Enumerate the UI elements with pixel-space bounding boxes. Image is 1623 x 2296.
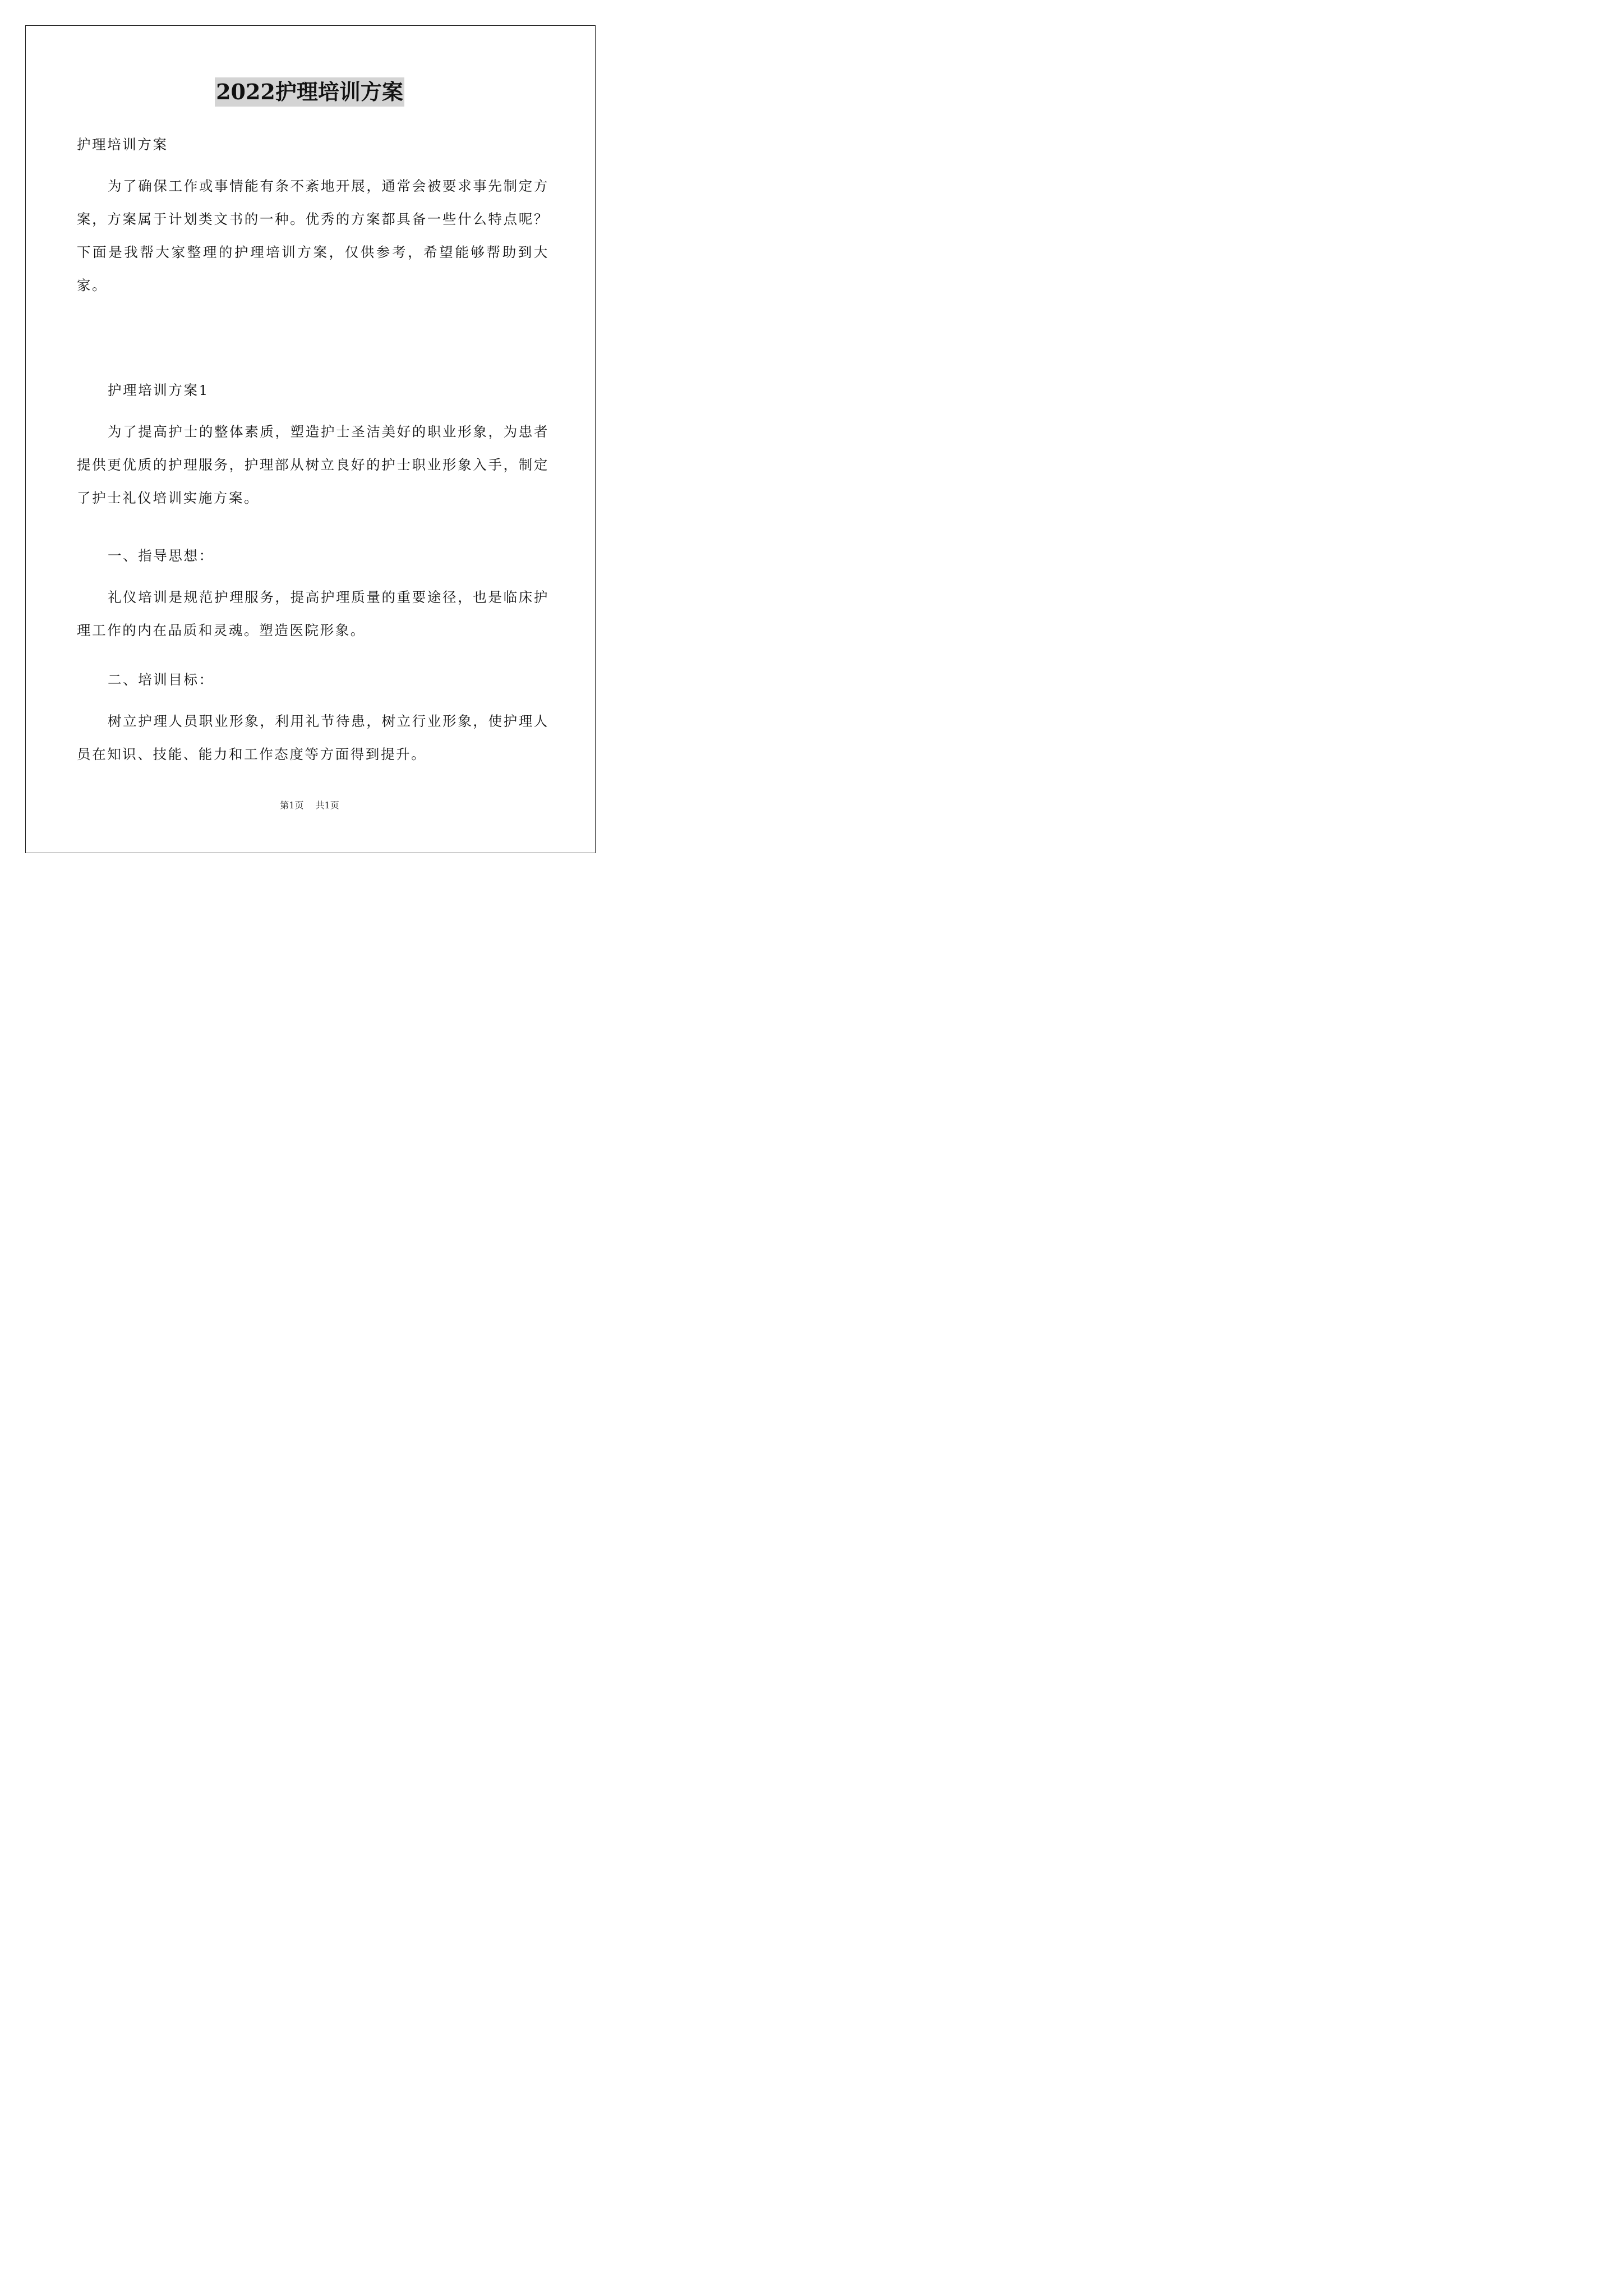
footer-page-number: 第1页 bbox=[280, 800, 304, 811]
heading-guiding-ideology: 一、指导思想： bbox=[108, 547, 214, 564]
training-goals-paragraph: 树立护理人员职业形象，利用礼节待患，树立行业形象，使护理人员在知识、技能、能力和工作态度等方面得到提升。 bbox=[77, 713, 549, 762]
plan-1-paragraph: 为了提高护士的整体素质，塑造护士圣洁美好的职业形象，为患者提供更优质的护理服务，护理部从树立良好的护士职业形象入手，制定了护士礼仪培训实施方案。 bbox=[77, 424, 549, 506]
document-title-text: 2022护理培训方案 bbox=[215, 77, 404, 107]
guiding-ideology-paragraph: 礼仪培训是规范护理服务，提高护理质量的重要途径，也是临床护理工作的内在品质和灵魂。塑造医院形象。 bbox=[77, 589, 549, 638]
page-footer bbox=[0, 799, 619, 812]
footer-total-pages: 共1页 bbox=[315, 800, 339, 811]
intro-paragraph: 为了确保工作或事情能有条不紊地开展，通常会被要求事先制定方案，方案属于计划类文书的一种。优秀的方案都具备一些什么特点呢？下面是我帮大家整理的护理培训方案，仅供参考，希望能够帮助到大家。 bbox=[77, 178, 549, 293]
document-title bbox=[0, 77, 619, 107]
intro-heading: 护理培训方案 bbox=[77, 136, 168, 153]
section-heading-plan-1: 护理培训方案1 bbox=[108, 382, 209, 398]
heading-training-goals: 二、培训目标： bbox=[108, 671, 214, 688]
